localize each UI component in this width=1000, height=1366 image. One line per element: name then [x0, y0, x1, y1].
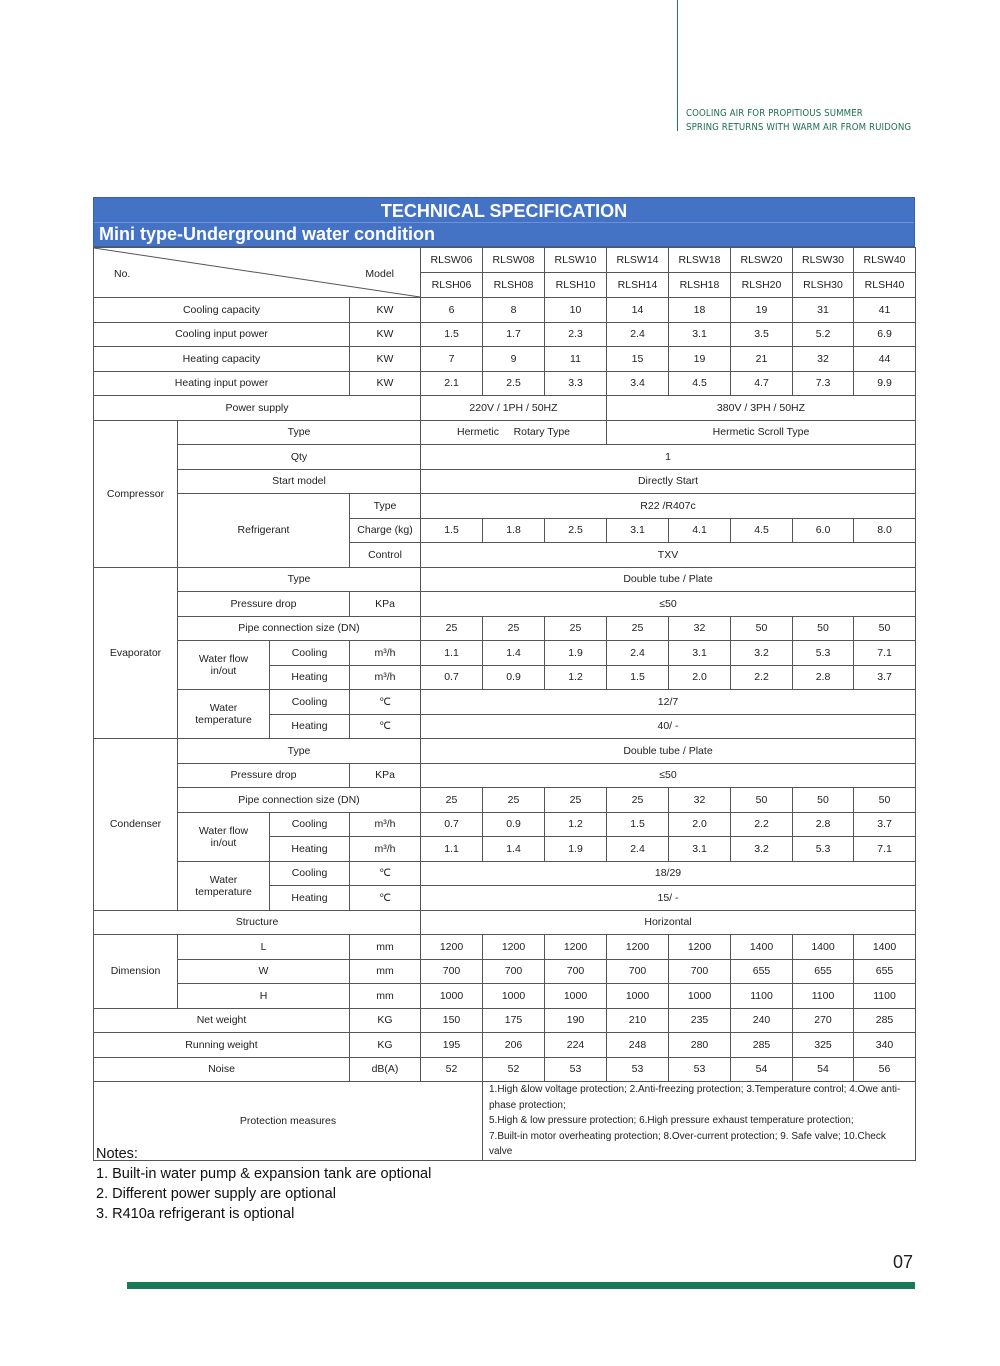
value-cell: Hermetic Scroll Type	[607, 420, 916, 445]
value-cell: 18/29	[421, 861, 916, 886]
value-cell: 270	[793, 1008, 854, 1033]
unit-cell: m³/h	[350, 665, 421, 690]
value-cell: 700	[669, 959, 731, 984]
section-label-compressor: Compressor	[94, 420, 178, 567]
value-cell: 1200	[669, 935, 731, 960]
value-cell: 248	[607, 1033, 669, 1058]
sub-label: Heating	[270, 886, 350, 911]
spec-subtitle: Mini type-Underground water condition	[99, 224, 435, 244]
value-cell: 50	[731, 616, 793, 641]
model-header: RLSW30	[793, 248, 854, 273]
row-label: Power supply	[94, 396, 421, 421]
value-cell: 41	[854, 298, 916, 323]
value-cell: 1000	[607, 984, 669, 1009]
row-label: Start model	[178, 469, 421, 494]
value-cell: 7.1	[854, 641, 916, 666]
value-cell: 700	[421, 959, 483, 984]
row-label: Pipe connection size (DN)	[178, 788, 421, 813]
unit-cell: ℃	[350, 861, 421, 886]
value-cell: 1.5	[421, 322, 483, 347]
value-cell: 2.3	[545, 322, 607, 347]
value-cell: 50	[854, 788, 916, 813]
value-cell: 2.5	[483, 371, 545, 396]
tagline-line-1: COOLING AIR FOR PROPITIOUS SUMMER	[686, 108, 863, 119]
value-cell: 25	[421, 788, 483, 813]
model-header: RLSH14	[607, 273, 669, 298]
value-cell: 56	[854, 1057, 916, 1082]
value-cell: 2.5	[545, 518, 607, 543]
value-cell: ≤50	[421, 592, 916, 617]
value-cell: 1400	[793, 935, 854, 960]
decorative-vertical-line	[677, 0, 678, 131]
value-cell: 3.7	[854, 665, 916, 690]
value-cell: 25	[483, 616, 545, 641]
value-cell: 25	[483, 788, 545, 813]
value-cell: 14	[607, 298, 669, 323]
value-cell: 380V / 3PH / 50HZ	[607, 396, 916, 421]
row-label: Cooling input power	[94, 322, 350, 347]
row-label: Protection measures	[94, 1082, 483, 1161]
value-cell: 210	[607, 1008, 669, 1033]
value-cell: 50	[731, 788, 793, 813]
unit-cell: mm	[350, 935, 421, 960]
value-cell: 1.9	[545, 641, 607, 666]
unit-cell: mm	[350, 984, 421, 1009]
value-cell: 3.7	[854, 812, 916, 837]
value-cell: 0.7	[421, 665, 483, 690]
unit-cell: m³/h	[350, 641, 421, 666]
value-cell: 9.9	[854, 371, 916, 396]
value-cell: 8	[483, 298, 545, 323]
value-cell: 340	[854, 1033, 916, 1058]
value-cell: 2.0	[669, 812, 731, 837]
no-model-header	[94, 248, 421, 298]
value-cell: 1.5	[421, 518, 483, 543]
value-cell: 2.8	[793, 812, 854, 837]
value-cell: 280	[669, 1033, 731, 1058]
header-divider	[94, 222, 914, 223]
value-cell: 3.2	[731, 837, 793, 862]
value-cell: 2.2	[731, 665, 793, 690]
value-cell: 2.4	[607, 641, 669, 666]
value-cell: 50	[793, 788, 854, 813]
value-cell: 1400	[731, 935, 793, 960]
unit-cell: KW	[350, 347, 421, 372]
value-cell: 5.2	[793, 322, 854, 347]
tagline-line-2: SPRING RETURNS WITH WARM AIR FROM RUIDONG	[686, 121, 912, 133]
unit-cell: m³/h	[350, 812, 421, 837]
value-cell: 285	[854, 1008, 916, 1033]
value-cell: 1.1	[421, 837, 483, 862]
value-cell: Double tube / Plate	[421, 567, 916, 592]
value-cell: 6.0	[793, 518, 854, 543]
model-header: RLSH08	[483, 273, 545, 298]
page-number: 07	[893, 1252, 914, 1272]
sub-label: Type	[350, 494, 421, 519]
value-cell: 52	[421, 1057, 483, 1082]
value-cell: 655	[793, 959, 854, 984]
value-cell: 25	[607, 788, 669, 813]
value-cell: 1200	[545, 935, 607, 960]
notes-title: Notes:	[96, 1146, 138, 1162]
unit-cell: dB(A)	[350, 1057, 421, 1082]
value-cell: 195	[421, 1033, 483, 1058]
row-label: Heating capacity	[94, 347, 350, 372]
value-cell: 1.7	[483, 322, 545, 347]
type-hermetic: Hermetic	[456, 426, 499, 439]
model-header: RLSH10	[545, 273, 607, 298]
water-flow-text: Water flow	[198, 653, 249, 665]
value-cell: 1.4	[483, 641, 545, 666]
value-cell: 32	[793, 347, 854, 372]
value-cell: 44	[854, 347, 916, 372]
water-temperature-label	[178, 861, 270, 910]
value-cell: 53	[545, 1057, 607, 1082]
model-header: RLSW20	[731, 248, 793, 273]
value-cell: 2.1	[421, 371, 483, 396]
model-header: RLSH20	[731, 273, 793, 298]
value-cell: 10	[545, 298, 607, 323]
note-item: 3. R410a refrigerant is optional	[96, 1206, 295, 1222]
unit-cell: KW	[350, 371, 421, 396]
protection-list	[483, 1082, 916, 1161]
value-cell: 0.7	[421, 812, 483, 837]
spec-table	[93, 247, 916, 1161]
row-label: Type	[178, 420, 421, 445]
value-cell: 1200	[483, 935, 545, 960]
water-text: Water	[209, 702, 238, 714]
value-cell: 150	[421, 1008, 483, 1033]
row-label: Pressure drop	[178, 592, 350, 617]
value-cell: 325	[793, 1033, 854, 1058]
water-flow-label	[178, 641, 270, 690]
sub-label: Heating	[270, 714, 350, 739]
value-cell: 53	[607, 1057, 669, 1082]
model-header: RLSW18	[669, 248, 731, 273]
value-cell: 206	[483, 1033, 545, 1058]
value-cell: 52	[483, 1057, 545, 1082]
value-cell: 4.7	[731, 371, 793, 396]
model-label: Model	[365, 268, 394, 280]
value-cell: 1.9	[545, 837, 607, 862]
value-cell: 220V / 1PH / 50HZ	[421, 396, 607, 421]
protection-line: 7.Built-in motor overheating protection; 8.Over-current protection; 9. Safe valve; 10.Check valve	[489, 1130, 886, 1157]
value-cell: 1.5	[607, 665, 669, 690]
model-header: RLSW06	[421, 248, 483, 273]
value-cell: 50	[793, 616, 854, 641]
value-cell: 235	[669, 1008, 731, 1033]
sub-label: Cooling	[270, 641, 350, 666]
section-label-evaporator: Evaporator	[94, 567, 178, 739]
value-cell: 40/ -	[421, 714, 916, 739]
value-cell: Double tube / Plate	[421, 739, 916, 764]
value-cell: 1.2	[545, 665, 607, 690]
sub-label: Control	[350, 543, 421, 568]
model-header: RLSW40	[854, 248, 916, 273]
unit-cell: KG	[350, 1033, 421, 1058]
value-cell: 1200	[607, 935, 669, 960]
value-cell: 1100	[854, 984, 916, 1009]
value-cell: 11	[545, 347, 607, 372]
model-header: RLSH40	[854, 273, 916, 298]
protection-line: 5.High & low pressure protection; 6.High pressure exhaust temperature protection;	[489, 1115, 854, 1126]
value-cell: 3.1	[669, 322, 731, 347]
value-cell: 2.4	[607, 837, 669, 862]
tagline	[686, 107, 911, 134]
value-cell: R22 /R407c	[421, 494, 916, 519]
model-header: RLSH30	[793, 273, 854, 298]
value-cell: 1000	[669, 984, 731, 1009]
value-cell: 655	[854, 959, 916, 984]
note-item: 1. Built-in water pump & expansion tank are optional	[96, 1166, 432, 1182]
unit-cell: ℃	[350, 690, 421, 715]
unit-cell: KPa	[350, 592, 421, 617]
value-cell: 1.8	[483, 518, 545, 543]
value-cell: 1	[421, 445, 916, 470]
value-cell: 6.9	[854, 322, 916, 347]
value-cell: 50	[854, 616, 916, 641]
note-item: 2. Different power supply are optional	[96, 1186, 336, 1202]
footer-bar	[127, 1282, 915, 1289]
value-cell: 53	[669, 1057, 731, 1082]
sub-label: Cooling	[270, 690, 350, 715]
row-label: Noise	[94, 1057, 350, 1082]
value-cell: 54	[793, 1057, 854, 1082]
sub-label: Cooling	[270, 861, 350, 886]
water-flow-label	[178, 812, 270, 861]
value-cell: 2.0	[669, 665, 731, 690]
sub-label: Heating	[270, 837, 350, 862]
row-label: Net weight	[94, 1008, 350, 1033]
value-cell: 3.5	[731, 322, 793, 347]
row-label: Type	[178, 739, 421, 764]
value-cell: 1100	[731, 984, 793, 1009]
unit-cell: KPa	[350, 763, 421, 788]
row-label: W	[178, 959, 350, 984]
protection-line: 1.High &low voltage protection; 2.Anti-freezing protection; 3.Temperature control; 4.Owe anti-phase protection;	[489, 1084, 901, 1111]
spec-header	[93, 197, 915, 247]
model-header: RLSW14	[607, 248, 669, 273]
value-cell: 25	[421, 616, 483, 641]
value-cell: 15/ -	[421, 886, 916, 911]
value-cell: 224	[545, 1033, 607, 1058]
value-cell: 285	[731, 1033, 793, 1058]
value-cell: 32	[669, 616, 731, 641]
value-cell: 190	[545, 1008, 607, 1033]
unit-cell: KW	[350, 322, 421, 347]
type-rotary: Rotary Type	[513, 426, 571, 439]
value-cell: TXV	[421, 543, 916, 568]
value-cell: 3.4	[607, 371, 669, 396]
row-label: H	[178, 984, 350, 1009]
value-cell: 1.5	[607, 812, 669, 837]
temperature-text: temperature	[195, 885, 252, 898]
value-cell: 3.1	[669, 641, 731, 666]
value-cell: 9	[483, 347, 545, 372]
value-cell: 2.8	[793, 665, 854, 690]
unit-cell: m³/h	[350, 837, 421, 862]
sub-label: Heating	[270, 665, 350, 690]
value-cell: 4.1	[669, 518, 731, 543]
value-cell: 7	[421, 347, 483, 372]
value-cell: 54	[731, 1057, 793, 1082]
value-cell: Directly Start	[421, 469, 916, 494]
value-cell: 1000	[421, 984, 483, 1009]
water-temperature-label	[178, 690, 270, 739]
value-cell: 19	[731, 298, 793, 323]
section-label-dimension: Dimension	[94, 935, 178, 1009]
row-label: Type	[178, 567, 421, 592]
row-label: Cooling capacity	[94, 298, 350, 323]
row-label: Structure	[94, 910, 421, 935]
value-cell: 700	[483, 959, 545, 984]
in-out-text: in/out	[210, 836, 237, 849]
value-cell: 1400	[854, 935, 916, 960]
value-cell: 3.1	[669, 837, 731, 862]
value-cell: 1200	[421, 935, 483, 960]
value-cell: 1000	[545, 984, 607, 1009]
value-cell: Horizontal	[421, 910, 916, 935]
value-cell: 1.1	[421, 641, 483, 666]
value-cell: 25	[545, 788, 607, 813]
value-cell: 8.0	[854, 518, 916, 543]
value-cell: 700	[607, 959, 669, 984]
value-cell: 5.3	[793, 837, 854, 862]
value-cell: 15	[607, 347, 669, 372]
value-cell: 5.3	[793, 641, 854, 666]
unit-cell: KG	[350, 1008, 421, 1033]
value-cell: 0.9	[483, 665, 545, 690]
row-label: L	[178, 935, 350, 960]
unit-cell: mm	[350, 959, 421, 984]
value-cell: 175	[483, 1008, 545, 1033]
value-cell	[421, 420, 607, 445]
value-cell: 1.2	[545, 812, 607, 837]
water-text: Water	[209, 873, 238, 886]
row-label: Refrigerant	[178, 494, 350, 568]
sub-label: Cooling	[270, 812, 350, 837]
value-cell: 19	[669, 347, 731, 372]
in-out-text: in/out	[210, 665, 237, 677]
row-label: Heating input power	[94, 371, 350, 396]
no-label: No.	[114, 268, 131, 280]
value-cell: 1100	[793, 984, 854, 1009]
value-cell: 32	[669, 788, 731, 813]
model-header: RLSW08	[483, 248, 545, 273]
sub-label: Charge (kg)	[350, 518, 421, 543]
model-header: RLSH18	[669, 273, 731, 298]
unit-cell: ℃	[350, 714, 421, 739]
model-header: RLSH06	[421, 273, 483, 298]
value-cell: 4.5	[669, 371, 731, 396]
value-cell: 21	[731, 347, 793, 372]
spec-title: TECHNICAL SPECIFICATION	[380, 201, 628, 221]
section-label-condenser: Condenser	[94, 739, 178, 911]
value-cell: 25	[545, 616, 607, 641]
row-label: Qty	[178, 445, 421, 470]
value-cell: 2.2	[731, 812, 793, 837]
value-cell: 1.4	[483, 837, 545, 862]
value-cell: 3.1	[607, 518, 669, 543]
unit-cell: KW	[350, 298, 421, 323]
value-cell: 7.1	[854, 837, 916, 862]
value-cell: 6	[421, 298, 483, 323]
value-cell: 4.5	[731, 518, 793, 543]
value-cell: ≤50	[421, 763, 916, 788]
value-cell: 655	[731, 959, 793, 984]
value-cell: 700	[545, 959, 607, 984]
model-header: RLSW10	[545, 248, 607, 273]
value-cell: 3.3	[545, 371, 607, 396]
temperature-text: temperature	[195, 714, 252, 726]
value-cell: 31	[793, 298, 854, 323]
value-cell: 240	[731, 1008, 793, 1033]
water-flow-text: Water flow	[198, 824, 249, 837]
value-cell: 18	[669, 298, 731, 323]
value-cell: 12/7	[421, 690, 916, 715]
row-label: Pressure drop	[178, 763, 350, 788]
notes	[96, 1144, 431, 1224]
value-cell: 7.3	[793, 371, 854, 396]
value-cell: 0.9	[483, 812, 545, 837]
unit-cell: ℃	[350, 886, 421, 911]
row-label: Pipe connection size (DN)	[178, 616, 421, 641]
value-cell: 1000	[483, 984, 545, 1009]
value-cell: 2.4	[607, 322, 669, 347]
value-cell: 3.2	[731, 641, 793, 666]
row-label: Running weight	[94, 1033, 350, 1058]
value-cell: 25	[607, 616, 669, 641]
